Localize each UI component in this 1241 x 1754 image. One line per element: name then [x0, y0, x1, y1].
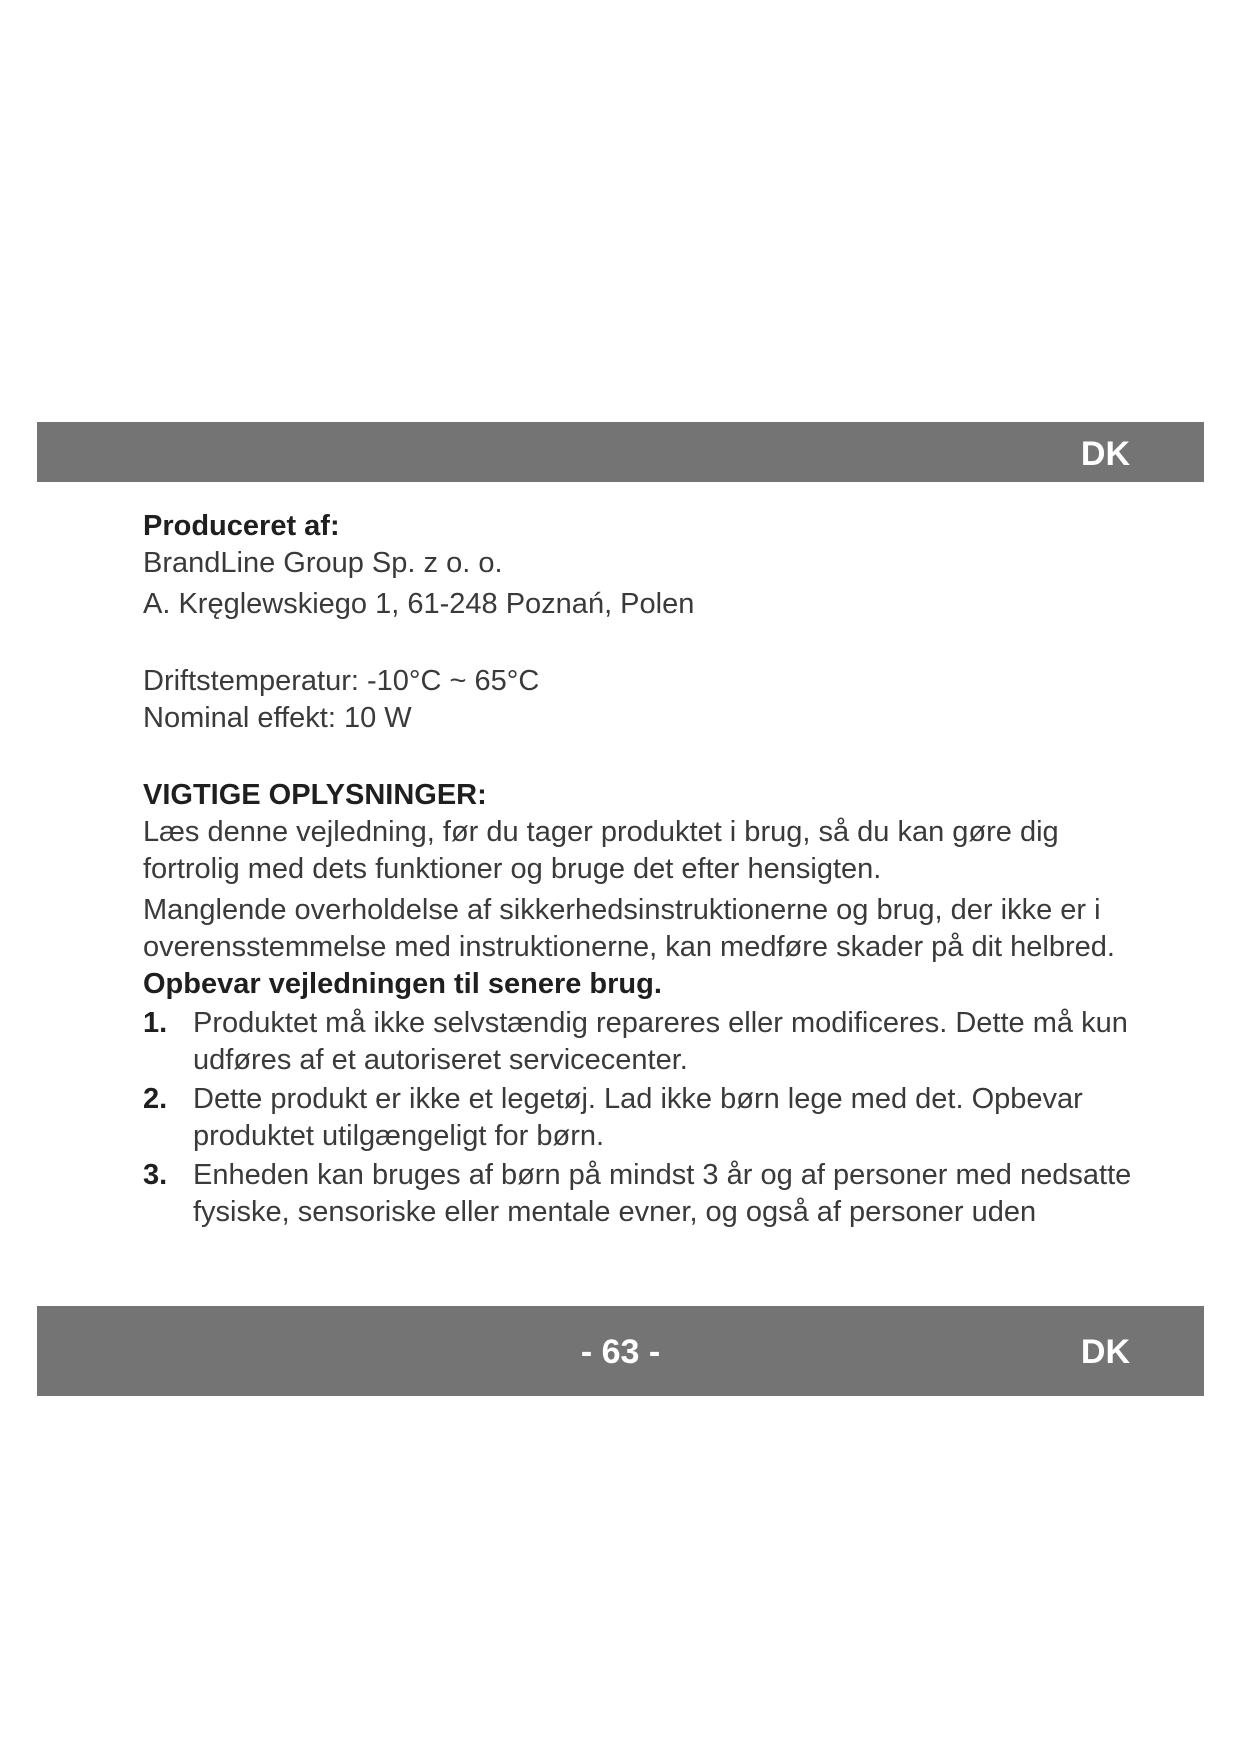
spacer — [143, 623, 1163, 663]
footer-language-code: DK — [1080, 1333, 1130, 1371]
nominal-power: Nominal effekt: 10 W — [143, 702, 412, 734]
list-item — [143, 1157, 1163, 1231]
list-item-text: Produktet må ikke selvstændig repareres eller modificeres. Dette må kun udføres af et autoriseret servicecenter. — [193, 1007, 1128, 1076]
manufacturer-address: A. Kręglewskiego 1, 61-248 Poznań, Polen — [143, 588, 695, 620]
list-item-number: 3. — [143, 1159, 168, 1191]
operating-temperature: Driftstemperatur: -10°C ~ 65°C — [143, 665, 540, 697]
page-content — [143, 508, 1163, 1231]
manufacturer-company: BrandLine Group Sp. z o. o. — [143, 547, 503, 579]
list-item — [143, 1081, 1163, 1155]
instruction-list — [143, 1005, 1163, 1231]
header-band — [37, 422, 1204, 482]
list-item — [143, 1005, 1163, 1079]
important-heading: VIGTIGE OPLYSNINGER: — [143, 779, 487, 811]
header-language-code: DK — [1080, 435, 1130, 473]
important-paragraph-2: Manglende overholdelse af sikkerhedsinstruktionerne og brug, der ikke er i overensstemmelse med instruktionerne, kan medføre skader på dit helbred. — [143, 894, 1115, 963]
list-item-text: Dette produkt er ikke et legetøj. Lad ikke børn lege med det. Opbevar produktet utilgængeligt for børn. — [193, 1083, 1083, 1152]
manufacturer-heading: Produceret af: — [143, 510, 340, 542]
spacer — [143, 737, 1163, 777]
list-item-number: 2. — [143, 1083, 168, 1115]
list-item-text: Enheden kan bruges af børn på mindst 3 år og af personer med nedsatte fysiske, sensoriske eller mentale evner, og også af personer uden — [193, 1159, 1132, 1228]
page-number: - 63 - — [580, 1333, 661, 1371]
keep-instructions-note: Opbevar vejledningen til senere brug. — [143, 968, 662, 1000]
footer-band — [37, 1306, 1204, 1396]
important-paragraph-1: Læs denne vejledning, før du tager produktet i brug, så du kan gøre dig fortrolig med dets funktioner og bruge det efter hensigten. — [143, 816, 1059, 885]
list-item-number: 1. — [143, 1007, 168, 1039]
